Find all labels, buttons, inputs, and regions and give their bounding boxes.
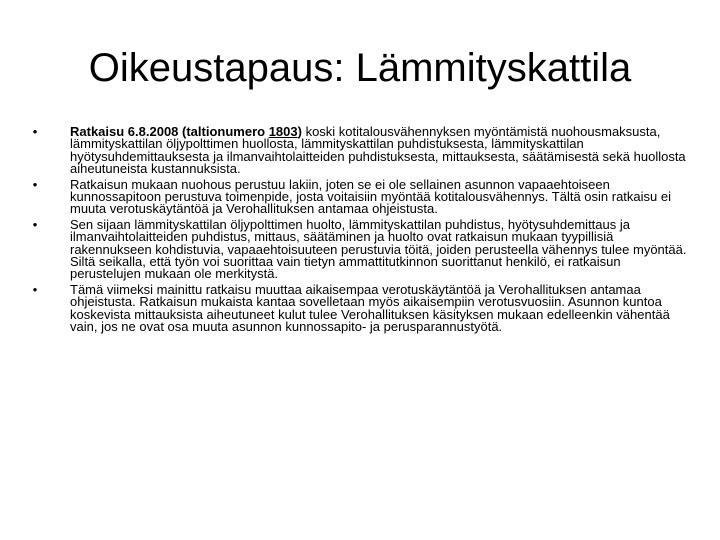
list-item-text: Tämä viimeksi mainittu ratkaisu muuttaa aikaisempaa verotuskäytäntöä ja Verohallituksen antamaa ohjeistusta. Ratkaisun mukaista kantaa sovelletaan myös aikaisempiin verotusvuosiin. Asunnon kuntoa koskevista mittauksista aiheutuneet kulut tulee Verohallituksen käsityksen mukaan edelleenkin vähentää vain, jos ne ovat osa muuta asunnon kunnossapito- ja perusparannustyötä. bbox=[70, 281, 670, 335]
bullet-list bbox=[28, 126, 688, 337]
list-item-text: koski kotitalousvähennyksen myöntämistä nuohousmaksusta, lämmityskattilan öljypolttimen huollosta, lämmityskattilan puhdistuksesta, lämmityskattilan hyötysuhdemittauksesta ja ilmanvaihtolaitteiden puhdistuksesta, mittauksesta, säätämisestä sekä huollosta aiheutuneista kustannuksista. bbox=[70, 124, 686, 177]
list-item bbox=[28, 281, 688, 335]
slide-title: Oikeustapaus: Lämmityskattila bbox=[88, 46, 632, 90]
bullet-icon: • bbox=[32, 216, 38, 232]
list-item bbox=[28, 216, 688, 282]
bullet-icon: • bbox=[32, 281, 38, 297]
list-item-text: Ratkaisun mukaan nuohous perustuu lakiin, joten se ei ole sellainen asunnon vapaaehtoiseen kunnossapitoon perustuva toimenpide, josta voitaisiin myöntää kotitalousvähennys. Tältä osin ratkaisu ei muuta verotuskäytäntöä ja Verohallituksen antamaa ohjeistusta. bbox=[70, 176, 671, 217]
list-item bbox=[28, 126, 688, 176]
bullet-icon: • bbox=[32, 176, 38, 192]
ruling-number-link[interactable]: 1803 bbox=[268, 124, 298, 139]
list-item bbox=[28, 176, 688, 217]
ruling-reference: Ratkaisu 6.8.2008 (taltionumero bbox=[70, 124, 269, 139]
list-item-text: Sen sijaan lämmityskattilan öljypolttimen huolto, lämmityskattilan puhdistus, hyötysuhdemittaus ja ilmanvaihtolaitteiden puhdistus, mittaus, säätäminen ja huolto ovat ratkaisun mukaan tyypillisiä rakennukseen kohdistuvia, vapaaehtoisuuteen perustuvia töitä, joiden perusteella vähennys tulee myöntää. Siltä seikalla, että työn voi suorittaa vain tietyn ammattitutkinnon suorittanut henkilö, ei ratkaisun perustelujen mukaan ole merkitystä. bbox=[70, 216, 687, 282]
ruling-reference-close: ) bbox=[297, 124, 302, 139]
bullet-icon: • bbox=[32, 124, 38, 139]
